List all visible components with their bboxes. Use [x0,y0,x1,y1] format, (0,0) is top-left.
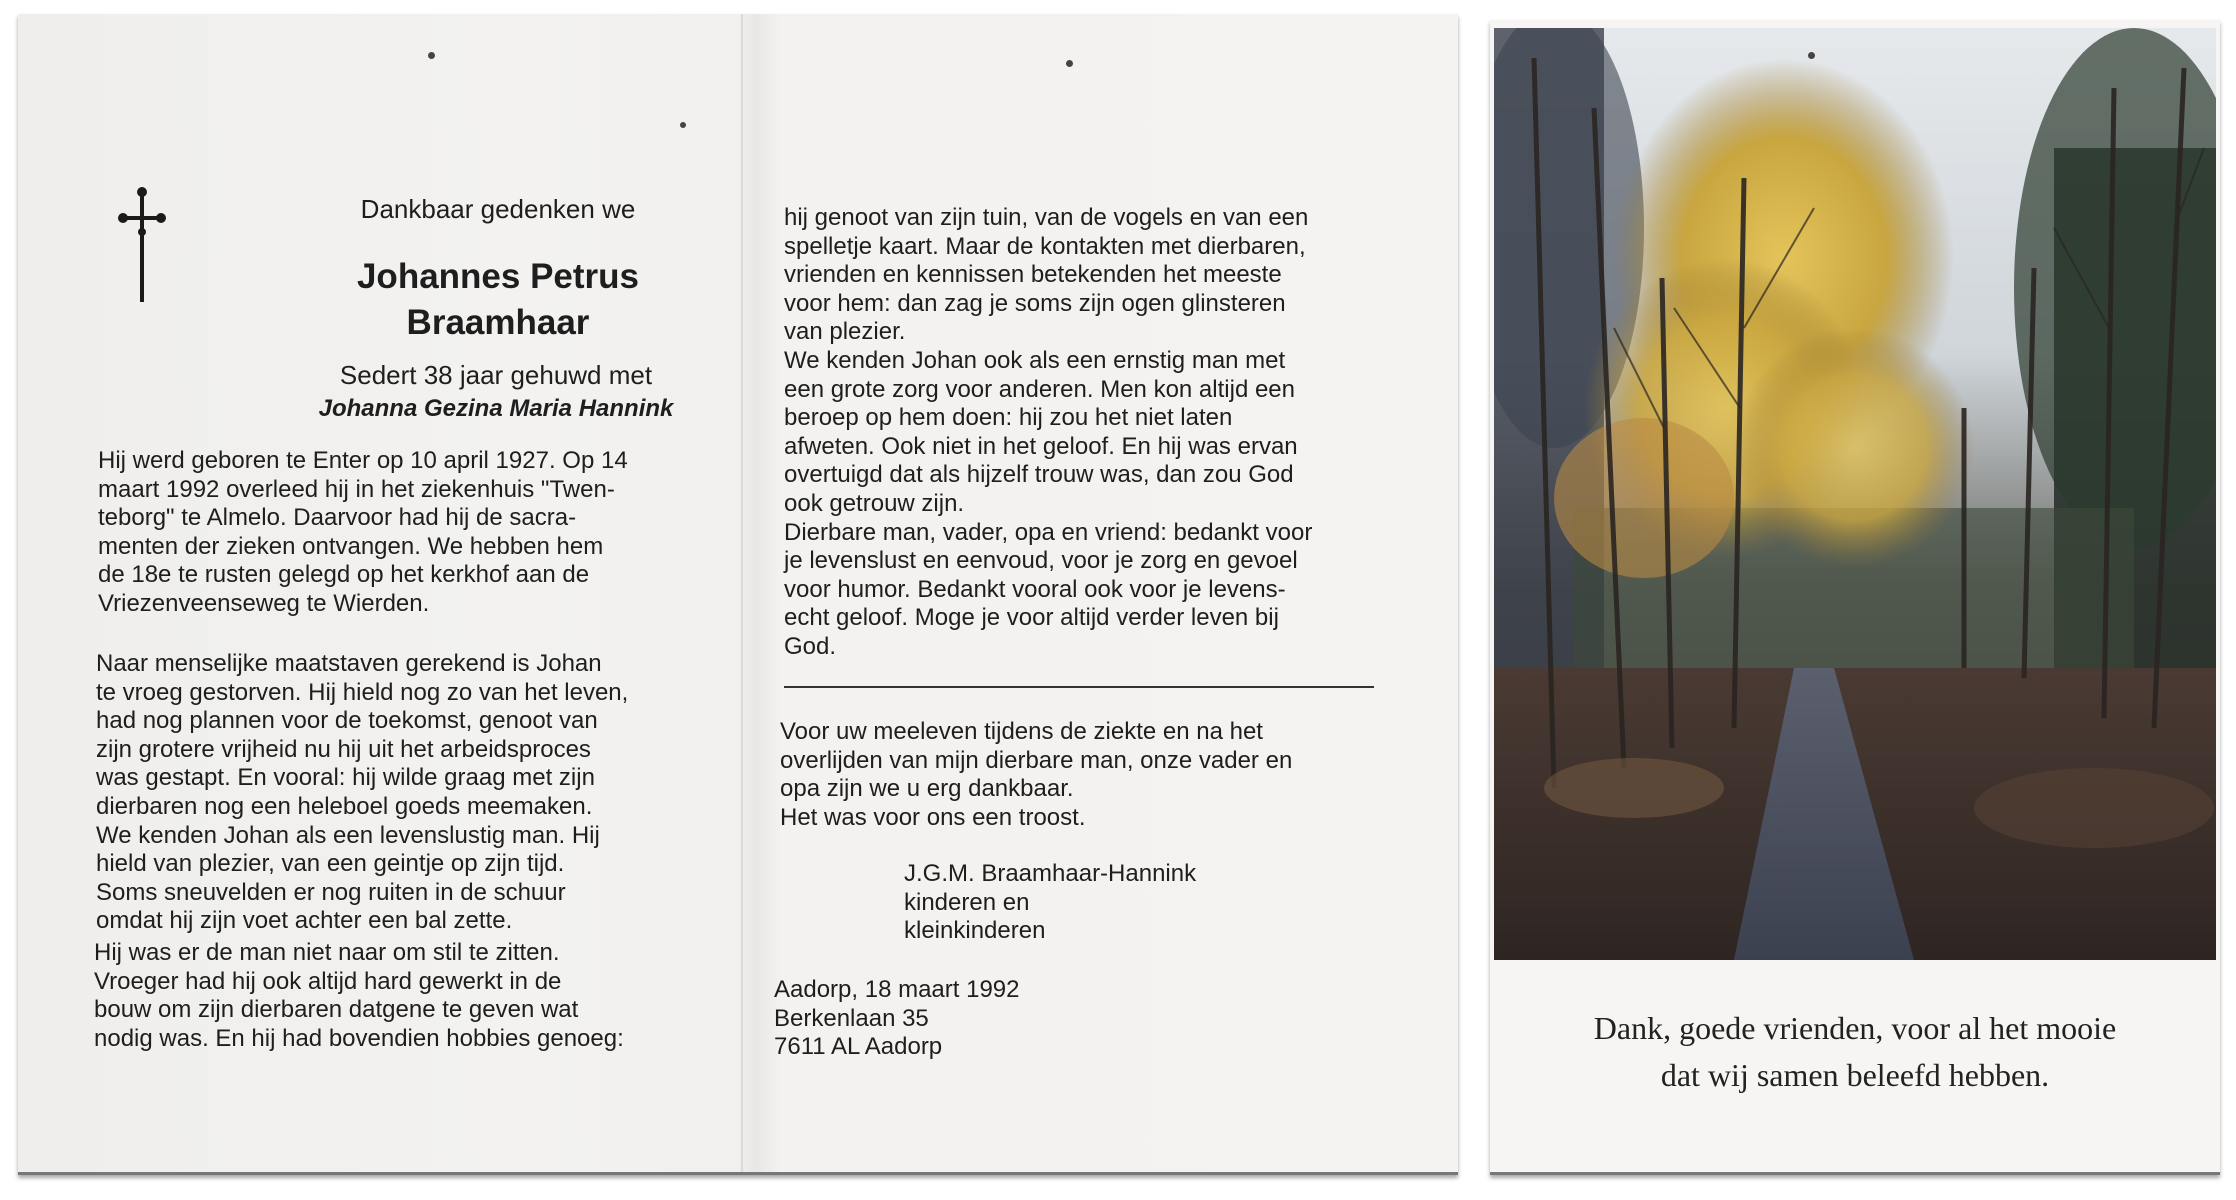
photo-caption: Dank, goede vrienden, voor al het mooie dat wij samen beleefd hebben. [1593,1010,2117,1093]
address-block: Aadorp, 18 maart 1992 Berkenlaan 35 7611 AL Aadorp [774,976,1020,1061]
signature-block: J.G.M. Braamhaar-Hannink kinderen en kleinkinderen [904,860,1197,945]
divider-line [784,686,1374,688]
paragraph-thanks: Voor uw meeleven tijdens de ziekte en na het overlijden van mijn dierbare man, onze vader en opa zijn we u erg dankbaar. Het was voor ons een troost. [780,718,1293,831]
spouse-name: Johanna Gezina Maria Hannink [318,395,674,422]
forest-path-image [1494,28,2216,960]
paragraph-hobbies-faith: hij genoot van zijn tuin, van de vogels en van een spelletje kaart. Maar de kontakten met dierbaren, vrienden en kennissen betekenden het meeste voor hem: dan zag je soms zijn ogen glinsteren van plezier. We kenden Johan ook als een ernstig man met een grote zorg voor anderen. Men kon altijd een beroep op hem doen: hij zou het niet laten afweten. Ook niet in het geloof. En hij was ervan overtuigd dat als hijzelf trouw was, dan zou God ook getrouw zijn. Dierbare man, vader, opa en vriend: bedankt voor je levenslust en eenvoud, voor je zorg en gevoel voor humor. Bedankt vooral ook voor je levens- echt geloof. Moge je voor altijd verder leven bij God. [784,204,1313,660]
paragraph-life: Naar menselijke maatstaven gerekend is Johan te vroeg gestorven. Hij hield nog zo van het leven, had nog plannen voor de toekomst, genoot van zijn grotere vrijheid nu hij uit het arbeidsproces was gestapt. En vooral: hij wilde graag met zijn dierbaren nog een heleboel goeds meemaken. We kenden Johan als een levenslustig man. Hij hield van plezier, van een geintje op zijn tijd. Soms sneuvelden er nog ruiten in de schuur omdat hij zijn voet achter een bal zette. [96,650,629,935]
intro-line: Dankbaar gedenken we [360,194,636,224]
card-panel-right [744,14,1458,1172]
memorial-photo-card [1490,20,2220,1175]
deceased-name-text: Johannes Petrus Braamhaar [356,257,640,342]
autumn-forest-photo [1494,28,2216,960]
married-line: Sedert 38 jaar gehuwd met [339,360,653,390]
pin-hole [1808,52,1815,59]
marriage-block [266,359,726,425]
cross-icon [118,184,166,304]
deceased-name [278,254,718,346]
card-panel-left [18,14,742,1172]
memorial-card-folded [18,14,1458,1175]
paragraph-work: Hij was er de man niet naar om stil te zitten. Vroeger had hij ook altijd hard gewerkt in de bouw om zijn dierbaren datgene te geven wat nodig was. En hij had bovendien hobbies genoeg: [94,939,624,1052]
paragraph-birth-death: Hij werd geboren te Enter op 10 april 1927. Op 14 maart 1992 overleed hij in het ziekenhuis "Twen- teborg" te Almelo. Daarvoor had hij de sacra- menten der zieken ontvangen. We hebben hem de 18e te rusten gelegd op het kerkhof aan de Vriezenveenseweg te Wierden. [98,447,628,617]
